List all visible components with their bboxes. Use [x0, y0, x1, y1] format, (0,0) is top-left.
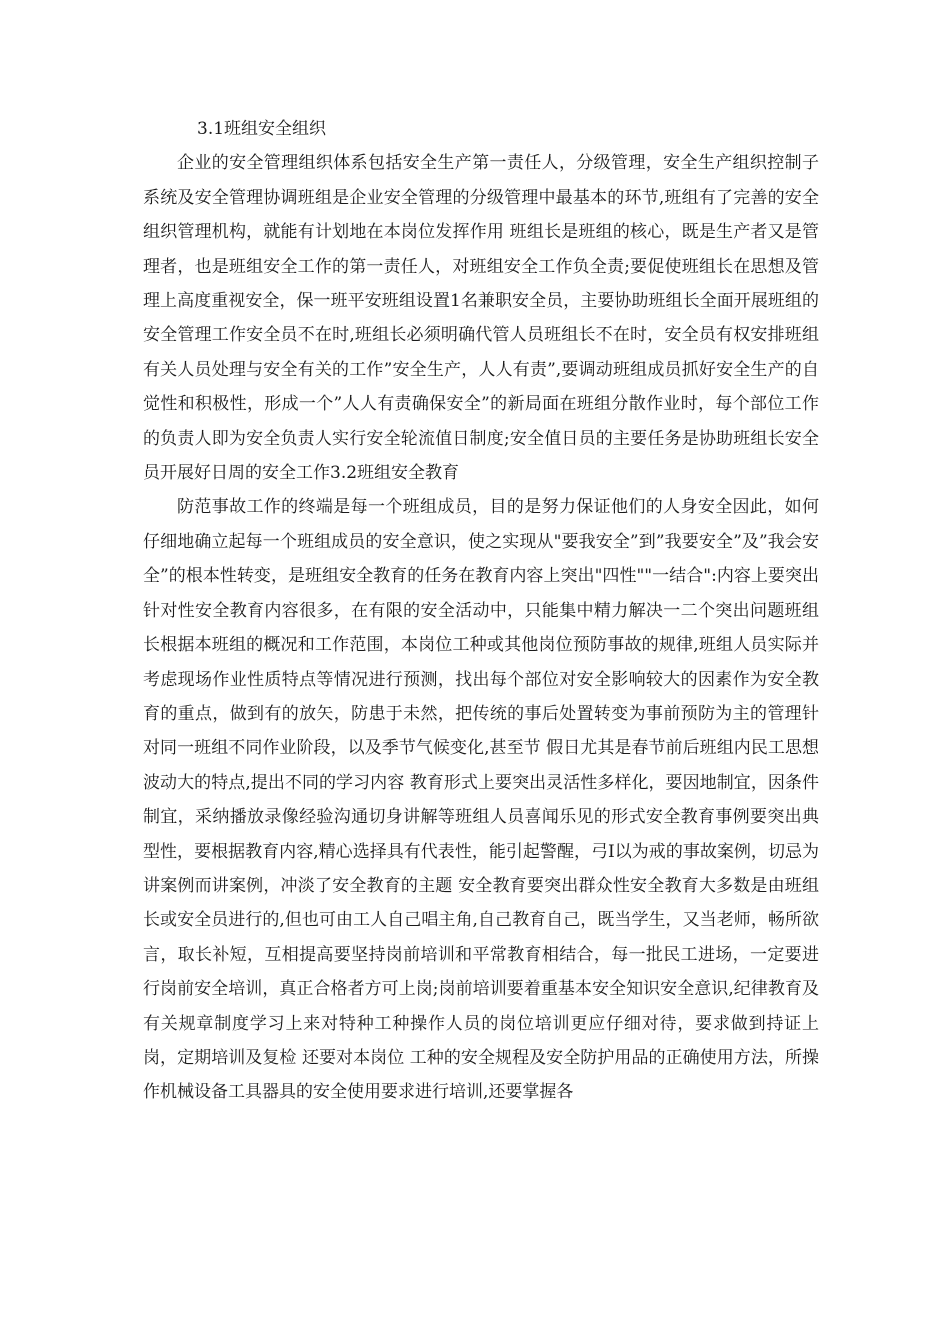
paragraph-organization: 企业的安全管理组织体系包括安全生产第一责任人，分级管理，安全生产组织控制子系统及安全管理协调班组是企业安全管理的分级管理中最基本的环节,班组有了完善的安全组织管理机构，就能有计划地在本岗位发挥作用 班组长是班组的核心，既是生产者又是管理者，也是班组安全工作的第一责任人，对班组安全工作负全责;要促使班组长在思想及管理上高度重视安全，保一班平安班组设置1名兼职安全员，主要协助班组长全面开展班组的安全管理工作安全员不在时,班组长必须明确代管人员班组长不在时，安全员有权安排班组有关人员处理与安全有关的工作”安全生产，人人有责”,要调动班组成员抓好安全生产的自觉性和积极性，形成一个”人人有责确保安全”的新局面在班组分散作业时，每个部位工作的负责人即为安全负责人实行安全轮流值日制度;安全值日员的主要任务是协助班组长安全员开展好日周的安全工作3.2班组安全教育 — [143, 153, 819, 484]
section-heading: 3.1班组安全组织 — [197, 119, 327, 139]
document-body — [143, 112, 819, 1110]
paragraph-education: 防范事故工作的终端是每一个班组成员，目的是努力保证他们的人身安全因此，如何仔细地确立起每一个班组成员的安全意识，使之实现从"要我安全”到”我要安全”及”我会安全”的根本性转变，是班组安全教育的任务在教育内容上突出"四性""一结合":内容上要突出针对性安全教育内容很多，在有限的安全活动中，只能集中精力解决一二个突出问题班组长根据本班组的概况和工作范围，本岗位工种或其他岗位预防事故的规律,班组人员实际并考虑现场作业性质特点等情况进行预测，找出每个部位对安全影响较大的因素作为安全教育的重点，做到有的放矢，防患于未然，把传统的事后处置转变为事前预防为主的管理针对同一班组不同作业阶段，以及季节气候变化,甚至节 假日尤其是春节前后班组内民工思想波动大的特点,提出不同的学习内容 教育形式上要突出灵活性多样化，要因地制宜，因条件制宜，采纳播放录像经验沟通切身讲解等班组人员喜闻乐见的形式安全教育事例要突出典型性，要根据教育内容,精心选择具有代表性，能引起警醒，弓I以为戒的事故案例，切忌为讲案例而讲案例，冲淡了安全教育的主题 安全教育要突出群众性安全教育大多数是由班组长或安全员进行的,但也可由工人自己唱主角,自己教育自己，既当学生，又当老师，畅所欲言，取长补短，互相提高要坚持岗前培训和平常教育相结合，每一批民工进场，一定要进行岗前安全培训，真正合格者方可上岗;岗前培训要着重基本安全知识安全意识,纪律教育及有关规章制度学习上来对特种工种操作人员的岗位培训更应仔细对待，要求做到持证上岗，定期培训及复检 还要对本岗位 工种的安全规程及安全防护用品的正确使用方法，所操作机械设备工具器具的安全使用要求进行培训,还要掌握各 — [143, 497, 819, 1103]
